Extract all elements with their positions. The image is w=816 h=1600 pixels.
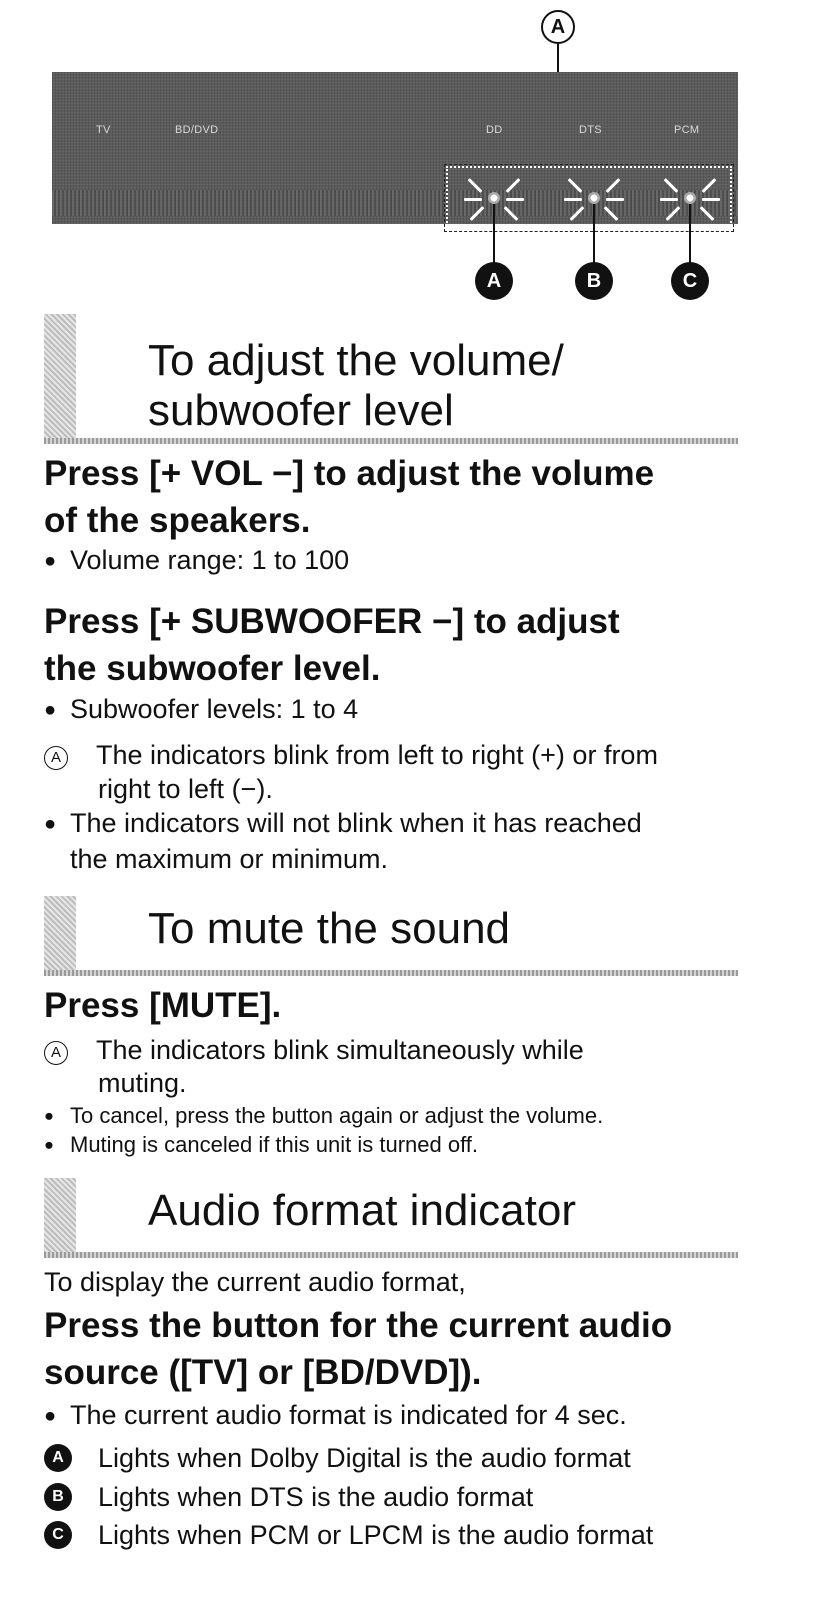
instruction-vol-line1: Press [+ VOL −] to adjust the volume xyxy=(44,454,655,493)
section-heading-mute xyxy=(44,896,738,976)
callout-c: C xyxy=(671,262,709,300)
note-text: The indicators will not blink when it has reached xyxy=(70,808,642,838)
bullet-mute-off xyxy=(44,1131,478,1159)
bullet-icon xyxy=(44,806,70,841)
note-a-blink-line2: right to left (−). xyxy=(98,774,273,804)
section-heading-format xyxy=(44,1178,738,1258)
format-intro: To display the current audio format, xyxy=(44,1267,466,1297)
heading-bar xyxy=(44,896,76,976)
heading-bar xyxy=(44,314,76,444)
label-dts: DTS xyxy=(579,124,602,136)
format-item-c xyxy=(0,1518,816,1554)
note-text: The indicators blink from left to right (+) or from xyxy=(96,740,658,770)
bullet-text: The current audio format is indicated for 4 sec. xyxy=(70,1400,627,1430)
instruction-format-line1: Press the button for the current audio xyxy=(44,1306,673,1345)
label-bddvd: BD/DVD xyxy=(175,124,219,136)
instruction-format-line2: source ([TV] or [BD/DVD]). xyxy=(44,1353,482,1392)
note-no-blink-line2: the maximum or minimum. xyxy=(70,844,389,874)
bullet-volume-range xyxy=(44,543,349,578)
bullet-text: Muting is canceled if this unit is turned off. xyxy=(70,1132,479,1157)
bullet-icon xyxy=(44,1102,70,1130)
bullet-text: To cancel, press the button again or adjust the volume. xyxy=(70,1103,604,1128)
format-item-text: Lights when DTS is the audio format xyxy=(98,1482,534,1512)
callout-a: A xyxy=(475,262,513,300)
heading-bar xyxy=(44,1178,76,1258)
marker-a-filled-icon: A xyxy=(44,1444,72,1472)
format-item-text: Lights when PCM or LPCM is the audio format xyxy=(98,1520,654,1550)
instruction-mute: Press [MUTE]. xyxy=(44,986,282,1025)
bullet-text: Subwoofer levels: 1 to 4 xyxy=(70,694,359,724)
heading-text-line1: To adjust the volume/ xyxy=(148,336,564,385)
instruction-vol-line2: of the speakers. xyxy=(44,501,311,540)
note-a-mute-line2: muting. xyxy=(98,1068,187,1098)
label-tv: TV xyxy=(96,124,111,136)
heading-text: Audio format indicator xyxy=(148,1186,576,1235)
format-item-a xyxy=(0,1441,816,1477)
format-item-text: Lights when Dolby Digital is the audio format xyxy=(98,1443,631,1473)
note-text: The indicators blink simultaneously while xyxy=(96,1035,584,1065)
heading-text-line2: subwoofer level xyxy=(148,386,454,435)
section-heading-volume xyxy=(44,314,738,444)
instruction-sub-line1: Press [+ SUBWOOFER −] to adjust xyxy=(44,602,620,641)
callout-b-line xyxy=(593,204,595,266)
heading-text: To mute the sound xyxy=(148,904,511,953)
bullet-icon xyxy=(44,543,70,578)
bullet-icon xyxy=(44,1131,70,1159)
label-pcm: PCM xyxy=(674,124,700,136)
marker-a-icon: A xyxy=(44,746,68,770)
callout-a-top: A xyxy=(541,10,575,44)
marker-c-filled-icon: C xyxy=(44,1521,72,1549)
note-a-mute-line1 xyxy=(44,1033,584,1067)
instruction-sub-line2: the subwoofer level. xyxy=(44,649,381,688)
bullet-icon xyxy=(44,692,70,727)
note-a-blink-line1 xyxy=(44,738,658,772)
heading-rule xyxy=(44,438,738,444)
bullet-cancel-mute xyxy=(44,1102,603,1130)
format-item-b xyxy=(0,1480,816,1516)
callout-c-line xyxy=(689,204,691,266)
bullet-icon xyxy=(44,1398,70,1433)
bullet-text: Volume range: 1 to 100 xyxy=(70,545,350,575)
marker-b-filled-icon: B xyxy=(44,1483,72,1511)
marker-a-icon: A xyxy=(44,1041,68,1065)
callout-b: B xyxy=(575,262,613,300)
note-no-blink-line1 xyxy=(44,806,642,841)
label-dolby: DD xyxy=(486,124,503,136)
heading-rule xyxy=(44,1252,738,1258)
heading-rule xyxy=(44,970,738,976)
display-illustration xyxy=(0,0,816,300)
bullet-format-duration xyxy=(44,1398,627,1433)
bullet-subwoofer-levels xyxy=(44,692,358,727)
callout-a-line xyxy=(493,204,495,266)
